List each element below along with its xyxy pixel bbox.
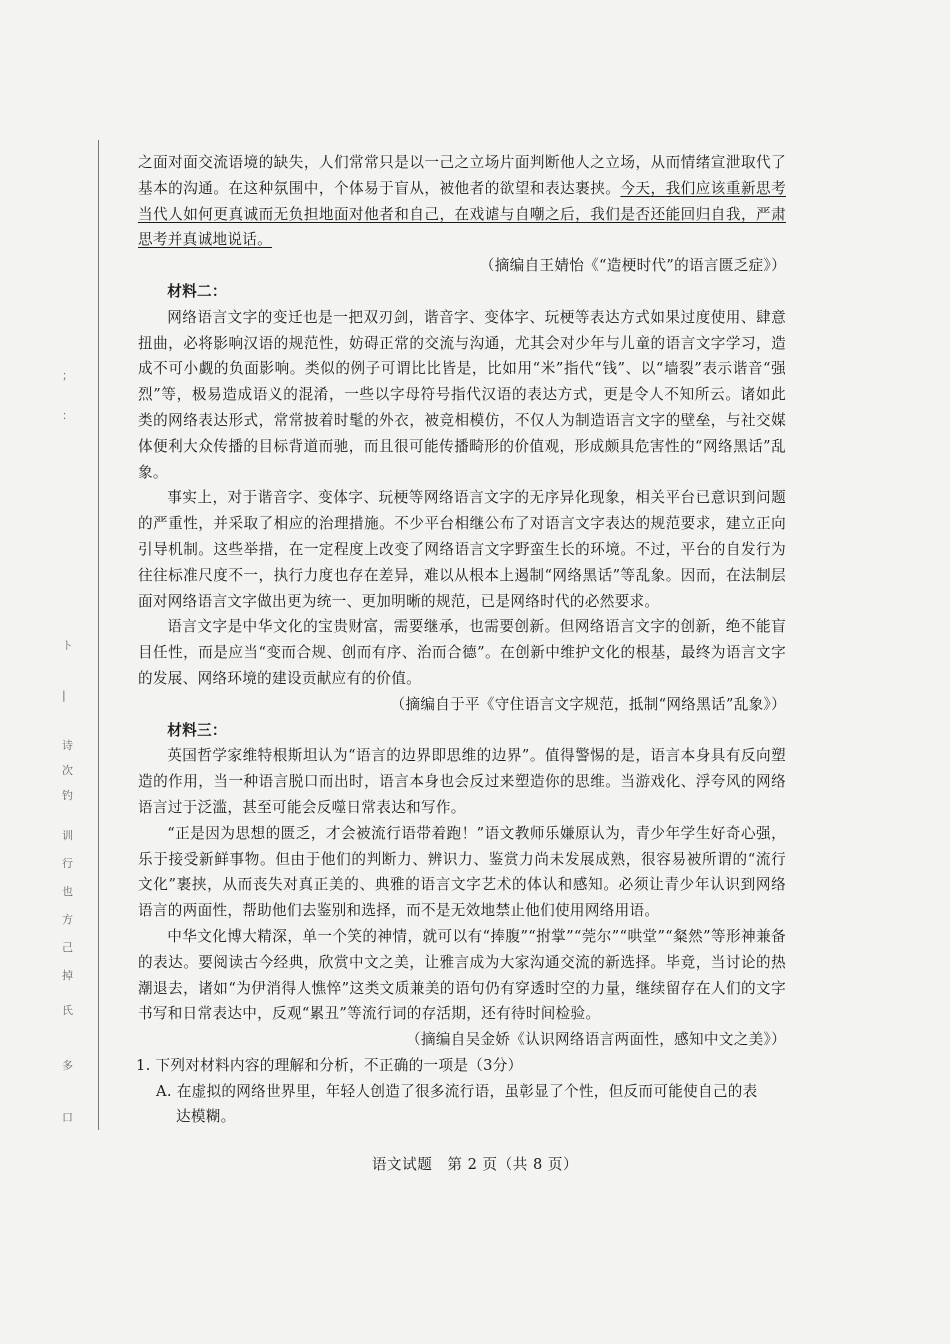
exam-text-body [138,150,786,1130]
question-1-option-a: A. 在虚拟的网络世界里，年轻人创造了很多流行语，虽彰显了个性，但反而可能使自己的表 [156,1082,758,1100]
question-1-option-a-continued: 达模糊。 [176,1108,236,1126]
material-three-heading: 材料三： [167,721,227,739]
margin-mark: 掉 [62,969,73,982]
material-three-source: （摘编自吴金娇《认识网络语言两面性，感知中文之美》） [406,1031,786,1049]
margin-mark: 也 [62,885,73,898]
material-three-paragraph: “正是因为思想的匮乏，才会被流行语带着跑！”语文教师乐嫌原认为，青少年学生好奇心强，乐于接受新鲜事物。但由于他们的判断力、辨识力、鉴赏力尚未发展成熟，很容易被所谓的“流行文化”裹挟，从而丧失对真正美的、典雅的语言文字艺术的体认和感知。必须让青少年认识到网络语言的两面性，帮助他们去鉴别和选择，而不是无效地禁止他们使用网络用语。 [138,824,786,920]
margin-mark: 训 [62,829,73,842]
material-two-paragraph: 网络语言文字的变迁也是一把双刃剑，谐音字、变体字、玩梗等表达方式如果过度使用、肆意扭曲，必将影响汉语的规范性，妨碍正常的交流与沟通，尤其会对少年与儿童的语言文字学习，造成不可小觑的负面影响。类似的例子可谓比比皆是，比如用“米”指代“钱”、以“墙裂”表示谐音“强烈”等，极易造成语义的混淆，一些以字母符号指代汉语的表达方式，更是令人不知所云。诸如此类的网络表达形式，常常披着时髦的外衣，被竞相模仿，不仅人为制造语言文字的壁垒，与社交媒体便利大众传播的目标背道而驰，而且很可能传播畸形的价值观，形成颇具危害性的“网络黑话”乱象。 [138,308,786,481]
margin-mark: 口 [62,1111,73,1124]
margin-mark: ： [62,409,73,422]
material-one-text: 之面对面交流语境的缺失，人们常常只是以一己之立场片面判断他人之立场，从而情绪宣泄取代了基本的沟通。在这种氛围中，个体易于盲从，被他者的欲望和表达裹挟。 [138,154,786,197]
margin-mark: ト [62,639,73,652]
material-one-source: （摘编自王婧怡《“造梗时代”的语言匮乏症》） [479,257,786,275]
material-three-paragraph: 中华文化博大精深，单一个笑的神情，就可以有“捧腹”“拊掌”“莞尔”“哄堂”“粲然”等形神兼备的表达。要阅读古今经典，欣赏中文之美，让雅言成为大家沟通交流的新选择。毕竟，当讨论的热潮退去，诸如“为伊消得人憔悴”这类文质兼美的语句仍有穿透时空的力量，继续留存在人们的文字书写和日常表达中，反观“累丑”等流行词的存活期，还有待时间检验。 [138,927,786,1023]
margin-mark: | [62,689,66,702]
page-footer: 语文试题 第 2 页（共 8 页） [371,1156,579,1173]
material-two-heading: 材料二： [167,282,227,300]
binding-margin-line [98,140,99,1130]
margin-mark: 行 [62,857,73,870]
margin-mark: 方 [62,913,73,926]
material-one-paragraph [138,150,786,253]
question-1-stem: 1. 下列对材料内容的理解和分析，不正确的一项是（3分） [136,1056,523,1074]
margin-mark: 己 [62,941,73,954]
margin-mark: 氏 [62,1004,73,1017]
material-three-paragraph: 英国哲学家维特根斯坦认为“语言的边界即思维的边界”。值得警惕的是，语言本身具有反向塑造的作用，当一种语言脱口而出时，语言本身也会反过来塑造你的思维。当游戏化、浮夸风的网络语言过于泛滥，甚至可能会反噬日常表达和写作。 [138,747,786,816]
underlined-sentence: 今天，我们应该重新思考当代人如何更真诚而无负担地面对他者和自己，在戏谑与自嘲之后，我们是否还能回归自我，严肃思考并真诚地说话。 [138,179,786,249]
material-two-source: （摘编自于平《守住语言文字规范，抵制“网络黑话”乱象》） [390,695,786,713]
material-two-paragraph: 事实上，对于谐音字、变体字、玩梗等网络语言文字的无序异化现象，相关平台已意识到问题的严重性，并采取了相应的治理措施。不少平台相继公布了对语言文字表达的规范要求，建立正向引导机制。这些举措，在一定程度上改变了网络语言文字野蛮生长的环境。不过，平台的自发行为往往标准尺度不一，执行力度也存在差异，难以从根本上遏制“网络黑话”等乱象。因而，在法制层面对网络语言文字做出更为统一、更加明晰的规范，已是网络时代的必然要求。 [138,489,786,610]
margin-mark: 钓 [62,789,73,802]
material-two-paragraph: 语言文字是中华文化的宝贵财富，需要继承，也需要创新。但网络语言文字的创新，绝不能盲目任性，而是应当“变而合规、创而有序、治而合德”。在创新中维护文化的根基，最终为语言文字的发展、网络环境的建设贡献应有的价值。 [138,618,786,687]
margin-mark: 多 [62,1059,73,1072]
margin-mark: 次 [62,764,73,777]
margin-mark: ； [62,369,73,382]
margin-mark: 诗 [62,739,73,752]
